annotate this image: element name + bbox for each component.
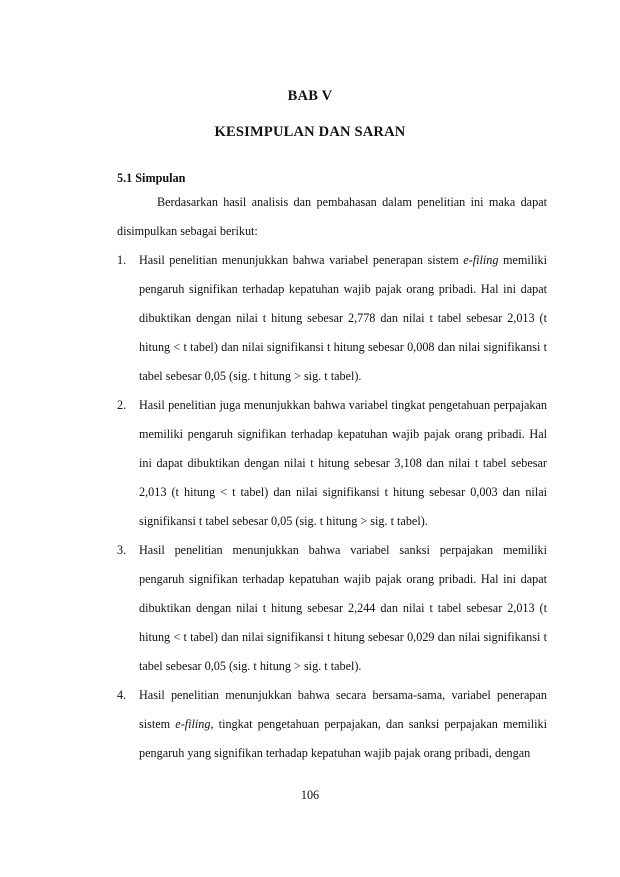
list-item-number: 4. (117, 688, 127, 702)
list-item-text: Hasil penelitian menunjukkan bahwa variabel sanksi perpajakan memiliki pengaruh signifikan terhadap kepatuhan wajib pajak orang pribadi. Hal ini dapat dibuktikan dengan nilai t hitung sebesar 2,244 dan nilai t tabel sebesar 2,013 (t hitung < t tabel) dan nilai signifikansi t hitung sebesar 0,029 dan nilai signifikansi t tabel sebesar 0,05 (sig. t hitung > sig. t tabel). (139, 543, 547, 673)
page-number: 106 (300, 788, 320, 802)
list-item-number: 2. (117, 398, 127, 412)
list-item (117, 536, 547, 681)
list-item-italic: e-filing (463, 253, 499, 267)
list-item (117, 391, 547, 536)
list-item-number: 3. (117, 543, 127, 557)
list-item-italic: e-filing (175, 717, 211, 731)
list-item-text: Hasil penelitian menunjukkan bahwa secara bersama-sama, variabel penerapan sistem (139, 688, 547, 731)
chapter-title: KESIMPULAN DAN SARAN (214, 124, 406, 140)
intro-paragraph: Berdasarkan hasil analisis dan pembahasan dalam penelitian ini maka dapat disimpulkan sebagai berikut: (117, 195, 547, 238)
list-item-text-rest: memiliki pengaruh signifikan terhadap kepatuhan wajib pajak orang pribadi. Hal ini dapat dibuktikan dengan nilai t hitung sebesar 2,778 dan nilai t tabel sebesar 2,013 (t hitung < t tabel) dan nilai signifikansi t hitung sebesar 0,008 dan nilai signifikansi t tabel sebesar 0,05 (sig. t hitung > sig. t tabel). (139, 253, 547, 383)
chapter-heading: BAB V (287, 88, 333, 104)
list-item (117, 246, 547, 391)
section-heading: 5.1 Simpulan (117, 171, 186, 185)
list-item-number: 1. (117, 253, 127, 267)
list-item-text: Hasil penelitian menunjukkan bahwa variabel penerapan sistem (139, 253, 464, 267)
body-text (117, 188, 547, 768)
list-item (117, 681, 547, 768)
list-item-text-rest: , tingkat pengetahuan perpajakan, dan sanksi perpajakan memiliki pengaruh yang signifikan terhadap kepatuhan wajib pajak orang pribadi, dengan (139, 717, 547, 760)
conclusion-list (117, 246, 547, 768)
list-item-text: Hasil penelitian juga menunjukkan bahwa variabel tingkat pengetahuan perpajakan memiliki pengaruh signifikan terhadap kepatuhan wajib pajak orang pribadi. Hal ini dapat dibuktikan dengan nilai t hitung sebesar 3,108 dan nilai t tabel sebesar 2,013 (t hitung < t tabel) dan nilai signifikansi t hitung sebesar 0,003 dan nilai signifikansi t tabel sebesar 0,05 (sig. t hitung > sig. t tabel). (139, 398, 547, 528)
